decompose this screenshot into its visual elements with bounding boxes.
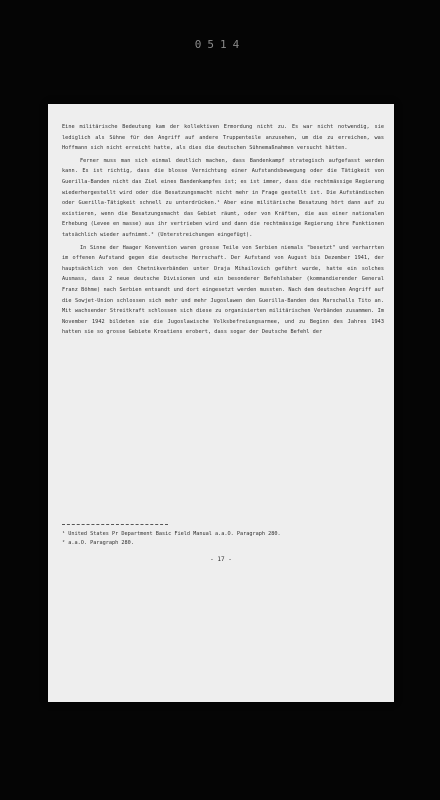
paragraph-3: In Sinne der Haager Konvention waren grosse Teile von Serbien niemals "besetzt" und verharrten im offenen Aufstand gegen die deutsche Herrschaft. Der Aufstand von August bis Dezember 1941, der hauptsächlich von den Chetnikverbänden unter Draja Mihailovich geführt wurde, hatte ein solches Ausmass, dass 2 neue deutsche Divisionen und ein besonderer Befehlshaber (kommandierender General Franz Böhme) nach Serbien entsandt und dort eingesetzt werden mussten. Nach dem deutschen Angriff auf die Sowjet-Union schlossen sich mehr und mehr Jugoslawen den Guerilla-Banden des Marschalls Tito an. Mit wachsender Streitkraft schlossen sich diese zu organisierten militärischen Verbänden zusammen. Im November 1942 bildeten sie die Jugoslawische Volksbefreiungsarmee, und zu Beginn des Jahres 1943 hatten sie so grosse Gebiete Kroatiens erobert, dass sogar der Deutsche Befehl der	[62, 244, 384, 336]
paragraph-2: Ferner muss man sich einmal deutlich machen, dass Bandenkampf strategisch aufgefasst werden kann. Es ist richtig, dass die blosse Vernichtung einer Aufstandsbewegung oder die Tätigkeit von Guerilla-Banden nicht das Ziel eines Bandenkampfes ist; es ist immer, dass die rechtmässige Regierung wiederhergestellt wird oder die Besatzungsmacht nicht mehr in Frage gestellt ist. Die Aufständischen oder Guerilla-Tätigkeit schnell zu unterdrücken.¹ Aber eine militärische Besatzung hört dann auf zu existieren, wenn die Besatzungsmacht das Gebiet räumt, oder von Kräften, die aus einer nationalen Erhebung (Levee en masse) aus ihr vertrieben wird und dann die rechtmässige Regierung ihre Funktionen tatsächlich wieder aufnimmt.² (Unterstreichungen eingefügt).	[62, 157, 384, 238]
footnotes	[62, 530, 384, 548]
document-page	[48, 104, 394, 702]
footnote-divider	[62, 524, 168, 525]
film-frame-number: 0514	[194, 38, 246, 51]
body-text	[62, 122, 384, 338]
footnote-1: ¹ United States Pr Department Basic Field Manual a.a.O. Paragraph 280.	[62, 531, 281, 537]
paragraph-1: Eine militärische Bedeutung kam der kollektiven Ermordung nicht zu. Es war nicht notwendig, sie lediglich als Sühne für den Angriff auf andere Truppenteile anzusehen, um die zu erreichen, was Hoffmann sich nicht erreicht hatte, als dies die deutschen Sühnemaßnahmen versucht hätten.	[62, 124, 384, 152]
footnote-2: ² a.a.O. Paragraph 280.	[62, 540, 134, 546]
page-number: - 17 -	[210, 556, 232, 563]
